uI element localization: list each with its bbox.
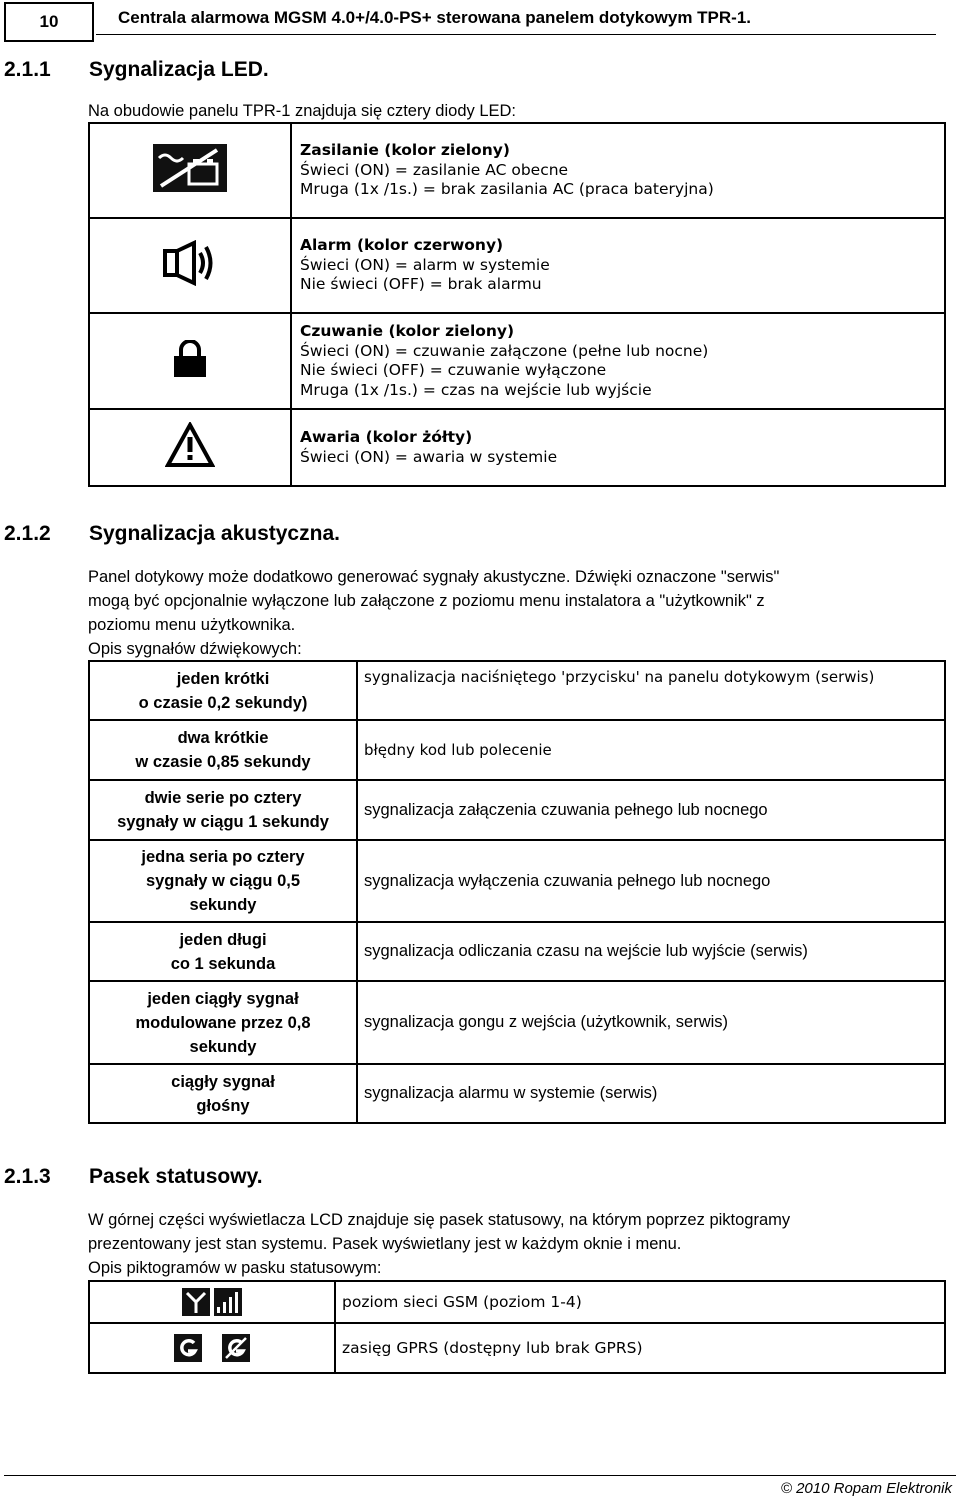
sound-row: [89, 1064, 945, 1123]
status-icon-cell: [89, 1323, 335, 1373]
led-intro: Na obudowie panelu TPR-1 znajduja się cztery diody LED:: [88, 102, 517, 120]
sound-row: [89, 922, 945, 981]
paragraph-line: Panel dotykowy może dodatkowo generować sygnały akustyczne. Dźwięki oznaczone "serwis": [88, 568, 780, 586]
led-row-power: [89, 123, 945, 218]
led-title: Zasilanie (kolor zielony): [300, 141, 510, 160]
sound-meaning-cell: sygnalizacja alarmu w systemie (serwis): [357, 1064, 945, 1123]
status-icon-cell: [89, 1281, 335, 1323]
led-icon-cell: [89, 218, 291, 313]
footer-rule: [4, 1475, 956, 1476]
led-text-cell: [291, 218, 945, 313]
sound-caption: Opis sygnałów dźwiękowych:: [88, 640, 302, 658]
sound-pattern-cell: jeden ciągły sygnał modulowane przez 0,8 sekundy: [89, 981, 357, 1064]
padlock-icon: [173, 340, 207, 378]
section-led-heading: [4, 58, 604, 84]
section-status-heading: [4, 1165, 604, 1191]
sound-row: [89, 661, 945, 720]
led-line: Świeci (ON) = czuwanie załączone (pełne lub nocne): [300, 341, 709, 360]
section-title: Pasek statusowy.: [89, 1165, 263, 1188]
sound-row: [89, 981, 945, 1064]
led-title: Czuwanie (kolor zielony): [300, 322, 515, 340]
sound-meaning-cell: sygnalizacja naciśniętego 'przycisku' na panelu dotykowym (serwis): [357, 661, 945, 720]
gprs-g-icon: [174, 1334, 202, 1362]
led-text-cell: [291, 313, 945, 409]
led-title: Awaria (kolor żółty): [300, 428, 473, 446]
sound-paragraph: [88, 565, 779, 661]
status-row: [89, 1281, 945, 1323]
status-table: [88, 1280, 946, 1374]
led-line: Świeci (ON) = zasilanie AC obecne: [300, 160, 569, 179]
paragraph-line: prezentowany jest stan systemu. Pasek wyświetlany jest w każdym oknie i menu.: [88, 1235, 682, 1253]
sound-pattern-cell: jedna seria po cztery sygnały w ciągu 0,5 sekundy: [89, 840, 357, 922]
paragraph-line: poziomu menu użytkownika.: [88, 616, 296, 634]
sound-meaning-cell: sygnalizacja załączenia czuwania pełnego lub nocnego: [357, 780, 945, 840]
led-line: Świeci (ON) = alarm w systemie: [300, 255, 550, 274]
sound-row: [89, 840, 945, 922]
sound-meaning-cell: błędny kod lub polecenie: [357, 720, 945, 780]
led-line: Mruga (1x /1s.) = czas na wejście lub wyjście: [300, 380, 652, 399]
power-battery-icon: [151, 142, 229, 194]
header-rule: [96, 34, 936, 35]
sound-pattern-cell: jeden długi co 1 sekunda: [89, 922, 357, 981]
speaker-icon: [162, 240, 218, 286]
sound-meaning-cell: sygnalizacja gongu z wejścia (użytkownik, serwis): [357, 981, 945, 1064]
section-sound-heading: [4, 522, 604, 548]
led-line: Mruga (1x /1s.) = brak zasilania AC (praca bateryjna): [300, 180, 714, 199]
sound-meaning-cell: sygnalizacja wyłączenia czuwania pełnego lub nocnego: [357, 840, 945, 922]
section-number: 2.1.2: [4, 522, 51, 545]
sound-pattern-cell: jeden krótki o czasie 0,2 sekundy): [89, 661, 357, 720]
status-paragraph: [88, 1208, 790, 1280]
led-line: Świeci (ON) = awaria w systemie: [300, 447, 558, 466]
led-icon-cell: [89, 123, 291, 218]
page-header: Centrala alarmowa MGSM 4.0+/4.0-PS+ sterowana panelem dotykowym TPR-1.: [118, 8, 751, 27]
status-text-cell: zasięg GPRS (dostępny lub brak GPRS): [335, 1323, 945, 1373]
page-footer: © 2010 Ropam Elektronik: [780, 1480, 952, 1497]
led-text-cell: [291, 123, 945, 218]
status-caption: Opis piktogramów w pasku statusowym:: [88, 1259, 382, 1277]
sound-table: [88, 660, 946, 1124]
led-line: Nie świeci (OFF) = czuwanie wyłączone: [300, 361, 607, 379]
led-icon-cell: [89, 313, 291, 409]
sound-row: [89, 780, 945, 840]
page-number: 10: [4, 2, 94, 42]
led-row-arming: [89, 313, 945, 409]
led-row-alarm: [89, 218, 945, 313]
paragraph-line: W górnej części wyświetlacza LCD znajduje się pasek statusowy, na którym poprzez piktogramy: [88, 1211, 791, 1229]
section-number: 2.1.1: [4, 58, 51, 81]
sound-pattern-cell: dwa krótkie w czasie 0,85 sekundy: [89, 720, 357, 780]
led-line: Nie świeci (OFF) = brak alarmu: [300, 275, 542, 294]
section-title: Sygnalizacja akustyczna.: [89, 522, 340, 545]
sound-row: [89, 720, 945, 780]
led-icon-cell: [89, 409, 291, 486]
status-text-cell: poziom sieci GSM (poziom 1-4): [335, 1281, 945, 1323]
gprs-g-crossed-icon: [222, 1334, 250, 1362]
warning-triangle-icon: [165, 422, 215, 468]
sound-pattern-cell: ciągły sygnał głośny: [89, 1064, 357, 1123]
status-row: [89, 1323, 945, 1373]
led-text-cell: [291, 409, 945, 486]
sound-pattern-cell: dwie serie po cztery sygnały w ciągu 1 sekundy: [89, 780, 357, 840]
led-title: Alarm (kolor czerwony): [300, 236, 504, 255]
led-row-fault: [89, 409, 945, 486]
gsm-antenna-icon: [182, 1288, 210, 1316]
led-table: [88, 122, 946, 487]
section-number: 2.1.3: [4, 1165, 51, 1188]
sound-meaning-cell: sygnalizacja odliczania czasu na wejście lub wyjście (serwis): [357, 922, 945, 981]
section-title: Sygnalizacja LED.: [89, 58, 269, 81]
paragraph-line: mogą być opcjonalnie wyłączone lub załączone z poziomu menu instalatora a "użytkownik" z: [88, 592, 765, 610]
signal-bars-icon: [214, 1288, 242, 1316]
